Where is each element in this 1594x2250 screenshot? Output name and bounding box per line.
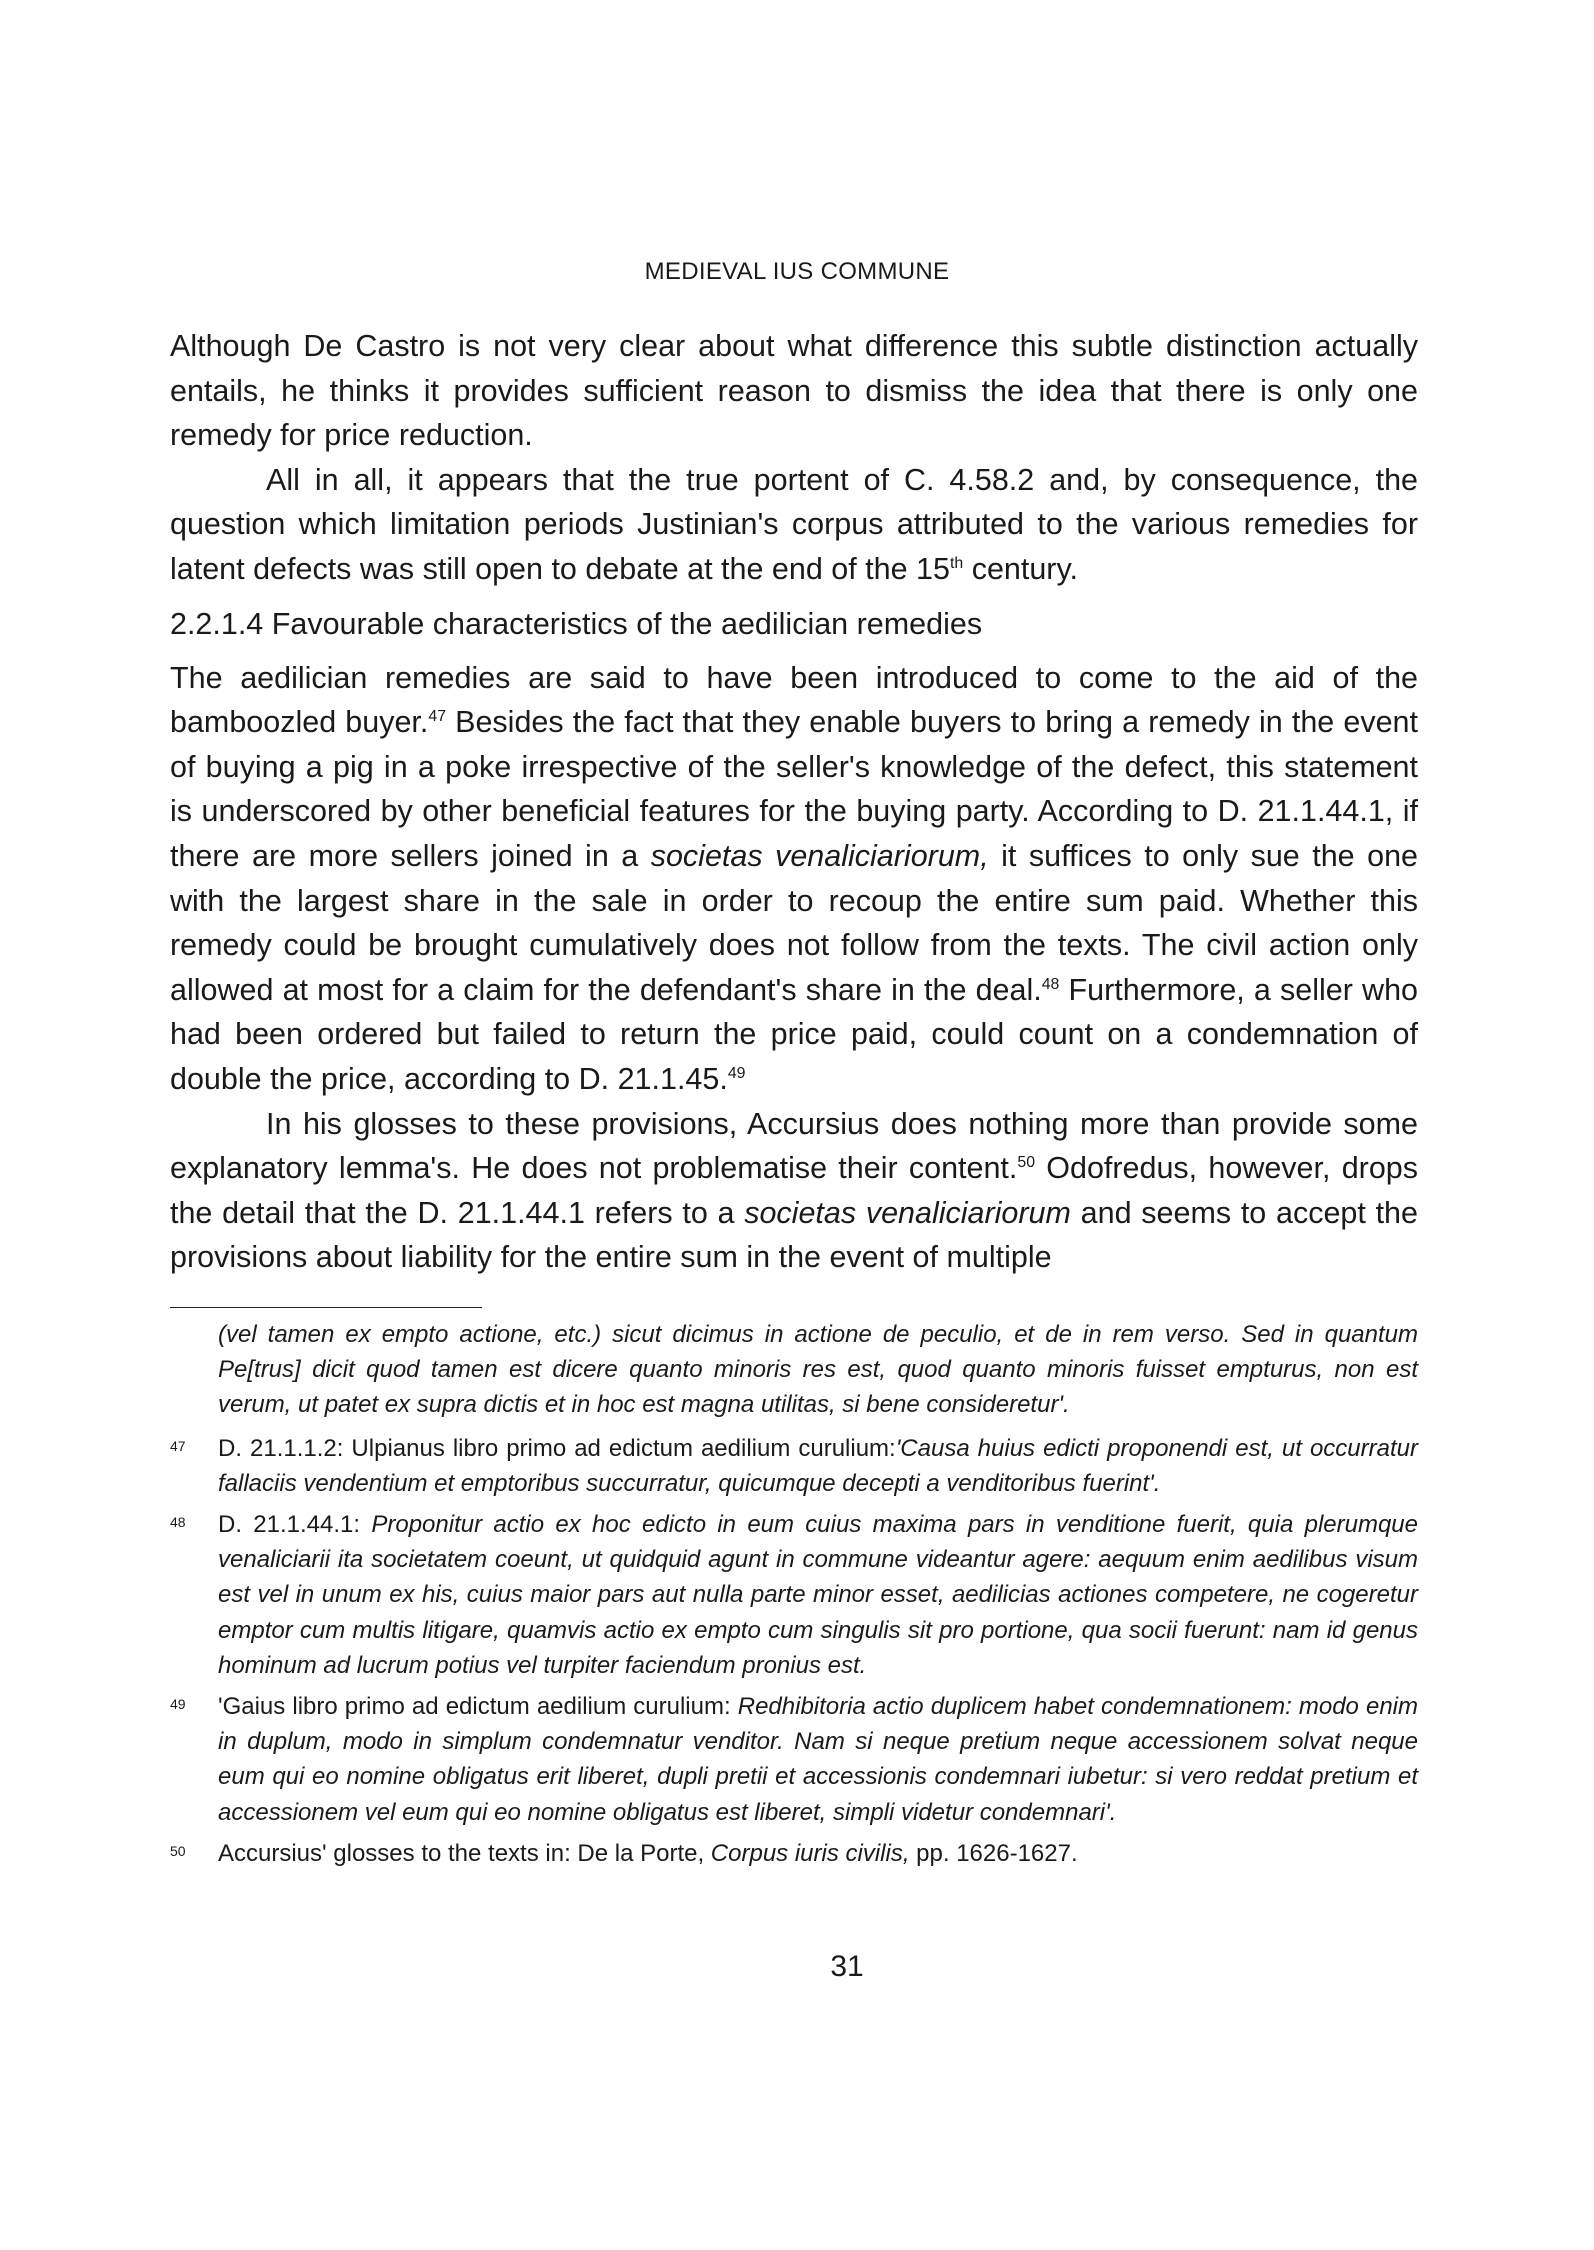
footnote-47-lead: D. 21.1.1.2: Ulpianus libro primo ad edictum aedilium curulium: bbox=[218, 1434, 896, 1462]
footnote-48-lead: D. 21.1.44.1: bbox=[218, 1511, 372, 1539]
footnotes bbox=[170, 1317, 1418, 1877]
paragraph-2-tail: century. bbox=[963, 551, 1078, 586]
superscript-th: th bbox=[949, 554, 964, 572]
footnote-number: 48 bbox=[170, 1514, 186, 1531]
footnote-48 bbox=[170, 1507, 1418, 1683]
footnote-49-lead: 'Gaius libro primo ad edictum aedilium curulium: bbox=[218, 1693, 738, 1721]
body-text bbox=[170, 324, 1418, 1280]
paragraph-3 bbox=[170, 656, 1418, 1102]
footnote-50-lead: Accursius' glosses to the texts in: De la Porte, bbox=[218, 1839, 711, 1867]
footnote-number: 50 bbox=[170, 1842, 186, 1859]
footnote-49 bbox=[170, 1689, 1418, 1830]
paragraph-3-italic: societas venaliciariorum, bbox=[650, 838, 989, 873]
footnote-47-quote: 'Causa huius edicti proponendi est, ut occurratur fallaciis vendentium et emptoribus succurratur, quicumque decepti a venditoribus fuerint'. bbox=[218, 1434, 1418, 1497]
footnote-ref-49[interactable]: 49 bbox=[727, 1064, 746, 1082]
footnote-50-tail: pp. 1626-1627. bbox=[909, 1839, 1078, 1867]
paragraph-2 bbox=[170, 458, 1418, 592]
paragraph-4-italic: societas venaliciariorum bbox=[744, 1195, 1071, 1230]
paragraph-3-part-c: it suffices to only sue the one with the largest share in the sale in order to recoup the entire sum paid. Whether this remedy could be brought cumulatively does not follow from the texts. The civil action only allowed at most for a claim for the defendant's share in the deal. bbox=[170, 838, 1419, 1007]
footnote-number: 47 bbox=[170, 1437, 186, 1454]
running-header: MEDIEVAL IUS COMMUNE bbox=[644, 258, 950, 285]
paragraph-4-part-b: Odofredus, however, drops the detail that the D. 21.1.44.1 refers to a bbox=[170, 1151, 1418, 1230]
paragraph-4-part-a: In his glosses to these provisions, Accursius does nothing more than provide some explanatory lemma's. He does not problematise their content. bbox=[170, 1106, 1418, 1186]
footnote-47 bbox=[170, 1431, 1418, 1501]
footnote-48-quote: Proponitur actio ex hoc edicto in eum cuius maxima pars in venditione fuerit, quia plerumque venaliciarii ita societatem coeunt, ut quidquid agunt in commune videantur agere: aequum enim aedilibus visum est vel in unum ex his, cuius maior pars aut nulla parte minor esset, aedilicias actiones competere, ne cogeretur emptor cum multis litigare, quamvis actio ex empto cum singulis sit pro portione, qua socii fuerunt: nam id genus hominum ad lucrum potius vel turpiter faciendum pronius est. bbox=[218, 1511, 1419, 1679]
section-heading: 2.2.1.4 Favourable characteristics of the aedilician remedies bbox=[170, 606, 983, 641]
footnote-separator bbox=[170, 1307, 482, 1308]
footnote-number: 49 bbox=[170, 1696, 186, 1713]
footnote-ref-50[interactable]: 50 bbox=[1017, 1153, 1036, 1171]
paragraph-1: Although De Castro is not very clear about what difference this subtle distinction actually entails, he thinks it provides sufficient reason to dismiss the idea that there is only one remedy for price reduction. bbox=[170, 329, 1418, 453]
footnote-ref-48[interactable]: 48 bbox=[1041, 975, 1060, 993]
paragraph-3-part-a: The aedilician remedies are said to have been introduced to come to the aid of the bamboozled buyer. bbox=[170, 660, 1418, 740]
footnote-50 bbox=[170, 1836, 1418, 1871]
paragraph-3-part-b: Besides the fact that they enable buyers to bring a remedy in the event of buying a pig in a poke irrespective of the seller's knowledge of the defect, this statement is underscored by other beneficial features for the buying party. According to D. 21.1.44.1, if there are more sellers joined in a bbox=[170, 705, 1418, 873]
paragraph-3-part-d: Furthermore, a seller who had been ordered but failed to return the price paid, could count on a condemnation of double the price, according to D. 21.1.45. bbox=[170, 972, 1418, 1096]
paragraph-2-text: All in all, it appears that the true portent of C. 4.58.2 and, by consequence, the question which limitation periods Justinian's corpus attributed to the various remedies for latent defects was still open to debate at the end of the 15 bbox=[170, 462, 1418, 586]
footnote-49-quote: Redhibitoria actio duplicem habet condemnationem: modo enim in duplum, modo in simplum condemnatur venditor. Nam si neque pretium neque accessionem solvat neque eum qui eo nomine obligatus erit liberet, dupli pretii et accessionis condemnari iubetur: si vero reddat pretium et accessionem vel eum qui eo nomine obligatus est liberet, simpli videtur condemnari'. bbox=[218, 1693, 1418, 1826]
paragraph-4-part-c: and seems to accept the provisions about liability for the entire sum in the event of multiple bbox=[170, 1195, 1418, 1275]
paragraph-4 bbox=[170, 1102, 1418, 1280]
footnote-ref-47[interactable]: 47 bbox=[428, 708, 447, 725]
footnote-50-title: Corpus iuris civilis, bbox=[710, 1839, 910, 1867]
page-number: 31 bbox=[830, 1950, 864, 1983]
footnote-continued bbox=[170, 1317, 1418, 1423]
footnote-continued-text: (vel tamen ex empto actione, etc.) sicut dicimus in actione de peculio, et de in rem verso. Sed in quantum Pe[trus] dicit quod tamen est dicere quanto minoris res est, quod quanto minoris fuisset empturus, non est verum, ut patet ex supra dictis et in hoc est magna utilitas, si bene consideretur'. bbox=[218, 1321, 1418, 1419]
